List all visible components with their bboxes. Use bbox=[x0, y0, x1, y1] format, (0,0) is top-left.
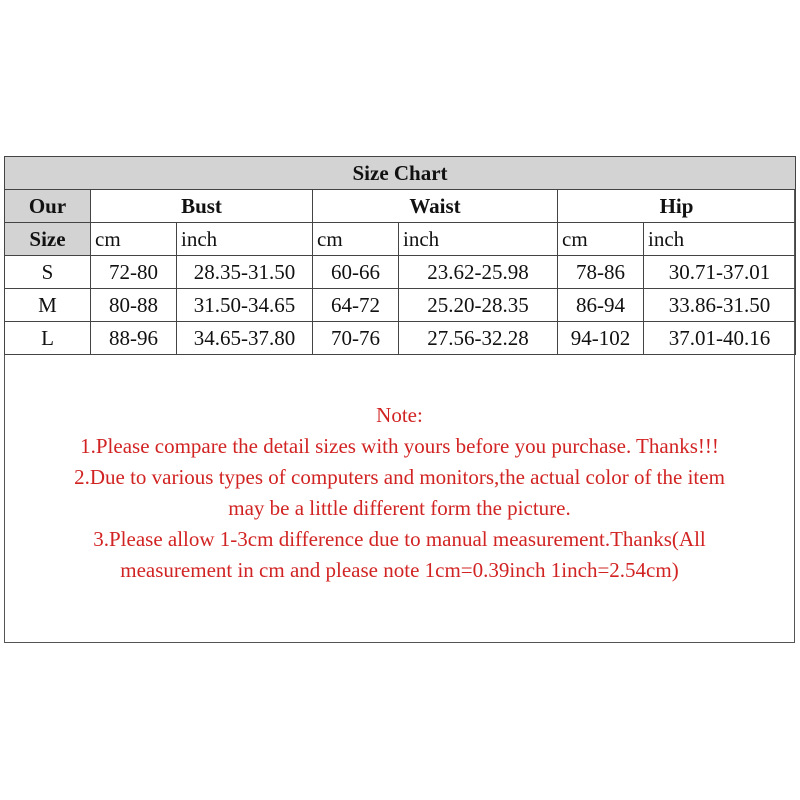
unit-bust-inch: inch bbox=[177, 223, 313, 256]
hip-cm-cell: 86-94 bbox=[558, 289, 644, 322]
bust-cm-cell: 88-96 bbox=[91, 322, 177, 355]
hip-inch-cell: 37.01-40.16 bbox=[644, 322, 796, 355]
size-cell: L bbox=[5, 322, 91, 355]
unit-hip-cm: cm bbox=[558, 223, 644, 256]
waist-cm-cell: 64-72 bbox=[313, 289, 399, 322]
bust-cm-cell: 72-80 bbox=[91, 256, 177, 289]
table-title: Size Chart bbox=[5, 157, 796, 190]
note-line: 3.Please allow 1-3cm difference due to manual measurement.Thanks(All bbox=[93, 527, 706, 551]
waist-cm-cell: 70-76 bbox=[313, 322, 399, 355]
group-waist: Waist bbox=[313, 190, 558, 223]
title-row bbox=[5, 157, 796, 190]
waist-inch-cell: 27.56-32.28 bbox=[399, 322, 558, 355]
note-line: 1.Please compare the detail sizes with yours before you purchase. Thanks!!! bbox=[80, 434, 719, 458]
hip-cm-cell: 78-86 bbox=[558, 256, 644, 289]
size-chart-table bbox=[4, 156, 796, 355]
bust-inch-cell: 28.35-31.50 bbox=[177, 256, 313, 289]
size-cell: M bbox=[5, 289, 91, 322]
note-line: 2.Due to various types of computers and monitors,the actual color of the item bbox=[74, 465, 725, 489]
unit-hip-inch: inch bbox=[644, 223, 796, 256]
hip-inch-cell: 30.71-37.01 bbox=[644, 256, 796, 289]
note-line: measurement in cm and please note 1cm=0.39inch 1inch=2.54cm) bbox=[120, 558, 679, 582]
table-row bbox=[5, 322, 796, 355]
group-hip: Hip bbox=[558, 190, 796, 223]
table-row bbox=[5, 289, 796, 322]
hip-inch-cell: 33.86-31.50 bbox=[644, 289, 796, 322]
group-bust: Bust bbox=[91, 190, 313, 223]
size-label-bottom: Size bbox=[5, 223, 91, 256]
note-heading: Note: bbox=[376, 403, 423, 427]
bust-inch-cell: 34.65-37.80 bbox=[177, 322, 313, 355]
notes-block bbox=[4, 400, 795, 586]
size-label-top: Our bbox=[5, 190, 91, 223]
size-cell: S bbox=[5, 256, 91, 289]
bust-inch-cell: 31.50-34.65 bbox=[177, 289, 313, 322]
unit-header-row bbox=[5, 223, 796, 256]
unit-waist-cm: cm bbox=[313, 223, 399, 256]
unit-waist-inch: inch bbox=[399, 223, 558, 256]
group-header-row bbox=[5, 190, 796, 223]
unit-bust-cm: cm bbox=[91, 223, 177, 256]
bust-cm-cell: 80-88 bbox=[91, 289, 177, 322]
waist-cm-cell: 60-66 bbox=[313, 256, 399, 289]
waist-inch-cell: 23.62-25.98 bbox=[399, 256, 558, 289]
waist-inch-cell: 25.20-28.35 bbox=[399, 289, 558, 322]
note-line: may be a little different form the picture. bbox=[228, 496, 571, 520]
table-row bbox=[5, 256, 796, 289]
hip-cm-cell: 94-102 bbox=[558, 322, 644, 355]
